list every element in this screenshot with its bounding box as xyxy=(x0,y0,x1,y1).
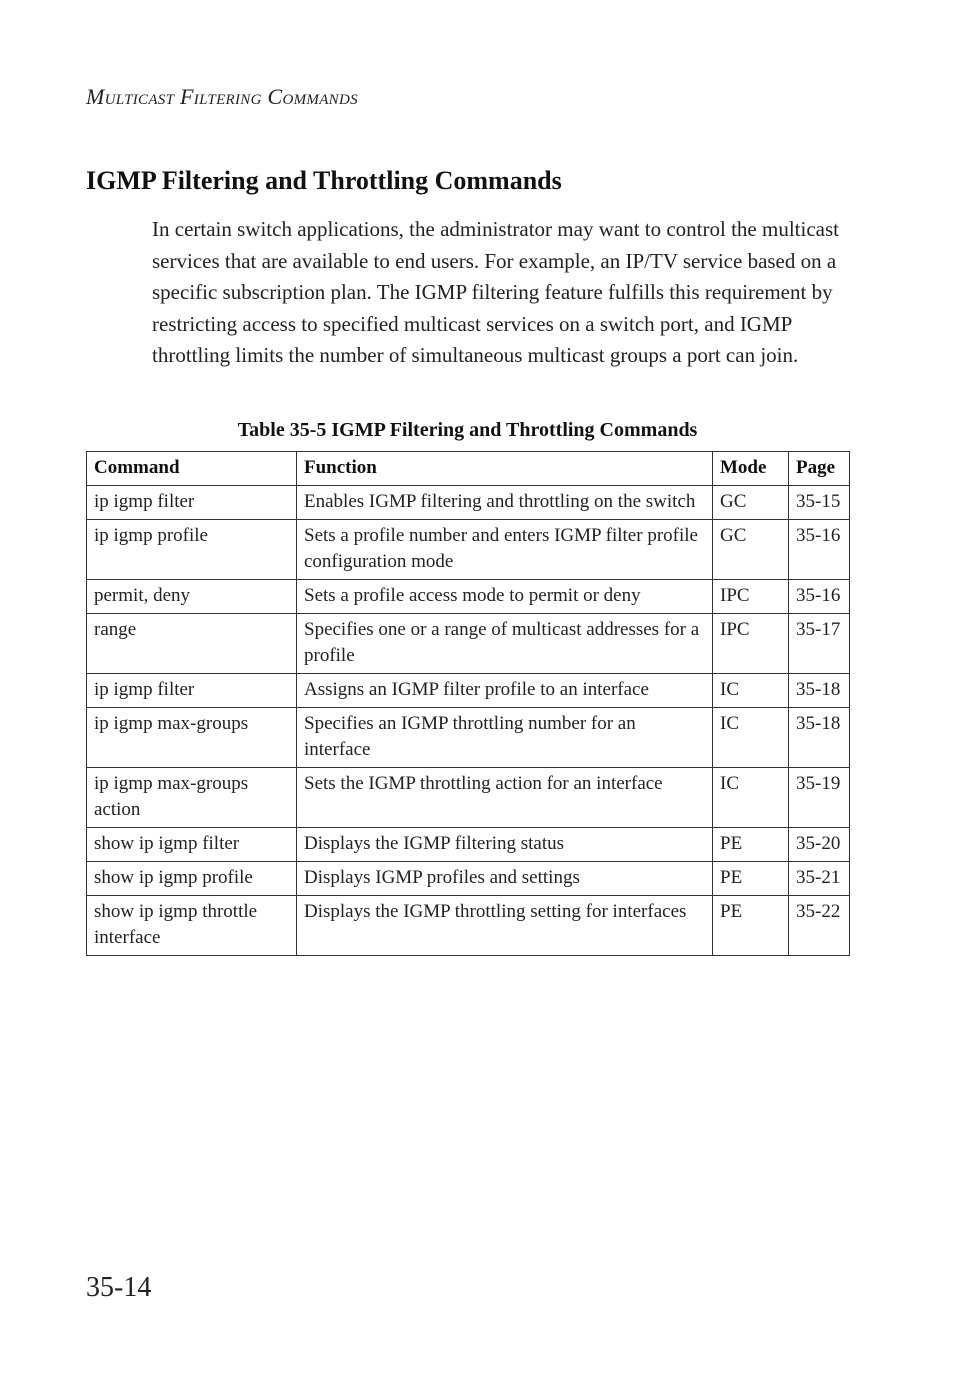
function-cell: Sets a profile number and enters IGMP filter profile configuration mode xyxy=(297,520,713,580)
function-cell: Displays the IGMP throttling setting for interfaces xyxy=(297,896,713,956)
commands-table xyxy=(86,451,850,956)
page-cell: 35-17 xyxy=(789,614,850,674)
command-cell: ip igmp max-groups xyxy=(87,708,297,768)
table-row xyxy=(87,862,850,896)
command-cell: show ip igmp profile xyxy=(87,862,297,896)
mode-cell: PE xyxy=(713,828,789,862)
table-row xyxy=(87,486,850,520)
intro-paragraph: In certain switch applications, the administrator may want to control the multicast services that are available to end users. For example, an IP/TV service based on a specific subscription plan. The IGMP filtering feature fulfills this requirement by restricting access to specified multicast services on a switch port, and IGMP throttling limits the number of simultaneous multicast groups a port can join. xyxy=(152,217,839,368)
command-cell: permit, deny xyxy=(87,580,297,614)
page-cell: 35-18 xyxy=(789,708,850,768)
page-number: 35-14 xyxy=(86,1272,152,1303)
mode-cell: GC xyxy=(713,486,789,520)
command-cell: show ip igmp throttle interface xyxy=(87,896,297,956)
mode-cell: PE xyxy=(713,862,789,896)
command-cell: ip igmp profile xyxy=(87,520,297,580)
command-cell: ip igmp max-groups action xyxy=(87,768,297,828)
function-cell: Displays the IGMP filtering status xyxy=(297,828,713,862)
mode-cell: IC xyxy=(713,708,789,768)
command-cell: ip igmp filter xyxy=(87,674,297,708)
running-header: Multicast Filtering Commands xyxy=(86,84,358,109)
table-header-row xyxy=(87,452,850,486)
page-cell: 35-21 xyxy=(789,862,850,896)
command-cell: range xyxy=(87,614,297,674)
column-header-command: Command xyxy=(87,452,297,486)
page-cell: 35-16 xyxy=(789,520,850,580)
function-cell: Enables IGMP filtering and throttling on the switch xyxy=(297,486,713,520)
mode-cell: IPC xyxy=(713,614,789,674)
table-row xyxy=(87,896,850,956)
mode-cell: IC xyxy=(713,768,789,828)
table-row xyxy=(87,828,850,862)
column-header-page: Page xyxy=(789,452,850,486)
page-cell: 35-15 xyxy=(789,486,850,520)
function-cell: Sets the IGMP throttling action for an interface xyxy=(297,768,713,828)
mode-cell: IPC xyxy=(713,580,789,614)
page-cell: 35-20 xyxy=(789,828,850,862)
mode-cell: GC xyxy=(713,520,789,580)
function-cell: Specifies an IGMP throttling number for an interface xyxy=(297,708,713,768)
function-cell: Displays IGMP profiles and settings xyxy=(297,862,713,896)
page-cell: 35-18 xyxy=(789,674,850,708)
command-cell: ip igmp filter xyxy=(87,486,297,520)
function-cell: Sets a profile access mode to permit or deny xyxy=(297,580,713,614)
page-cell: 35-16 xyxy=(789,580,850,614)
column-header-function: Function xyxy=(297,452,713,486)
command-cell: show ip igmp filter xyxy=(87,828,297,862)
table-caption: Table 35-5 IGMP Filtering and Throttling Commands xyxy=(237,419,698,441)
table-row xyxy=(87,520,850,580)
table-row xyxy=(87,674,850,708)
function-cell: Assigns an IGMP filter profile to an interface xyxy=(297,674,713,708)
mode-cell: PE xyxy=(713,896,789,956)
function-cell: Specifies one or a range of multicast addresses for a profile xyxy=(297,614,713,674)
table-row xyxy=(87,708,850,768)
section-title: IGMP Filtering and Throttling Commands xyxy=(86,166,562,195)
table-row xyxy=(87,768,850,828)
mode-cell: IC xyxy=(713,674,789,708)
table-row xyxy=(87,614,850,674)
column-header-mode: Mode xyxy=(713,452,789,486)
page-cell: 35-22 xyxy=(789,896,850,956)
table-row xyxy=(87,580,850,614)
page-cell: 35-19 xyxy=(789,768,850,828)
